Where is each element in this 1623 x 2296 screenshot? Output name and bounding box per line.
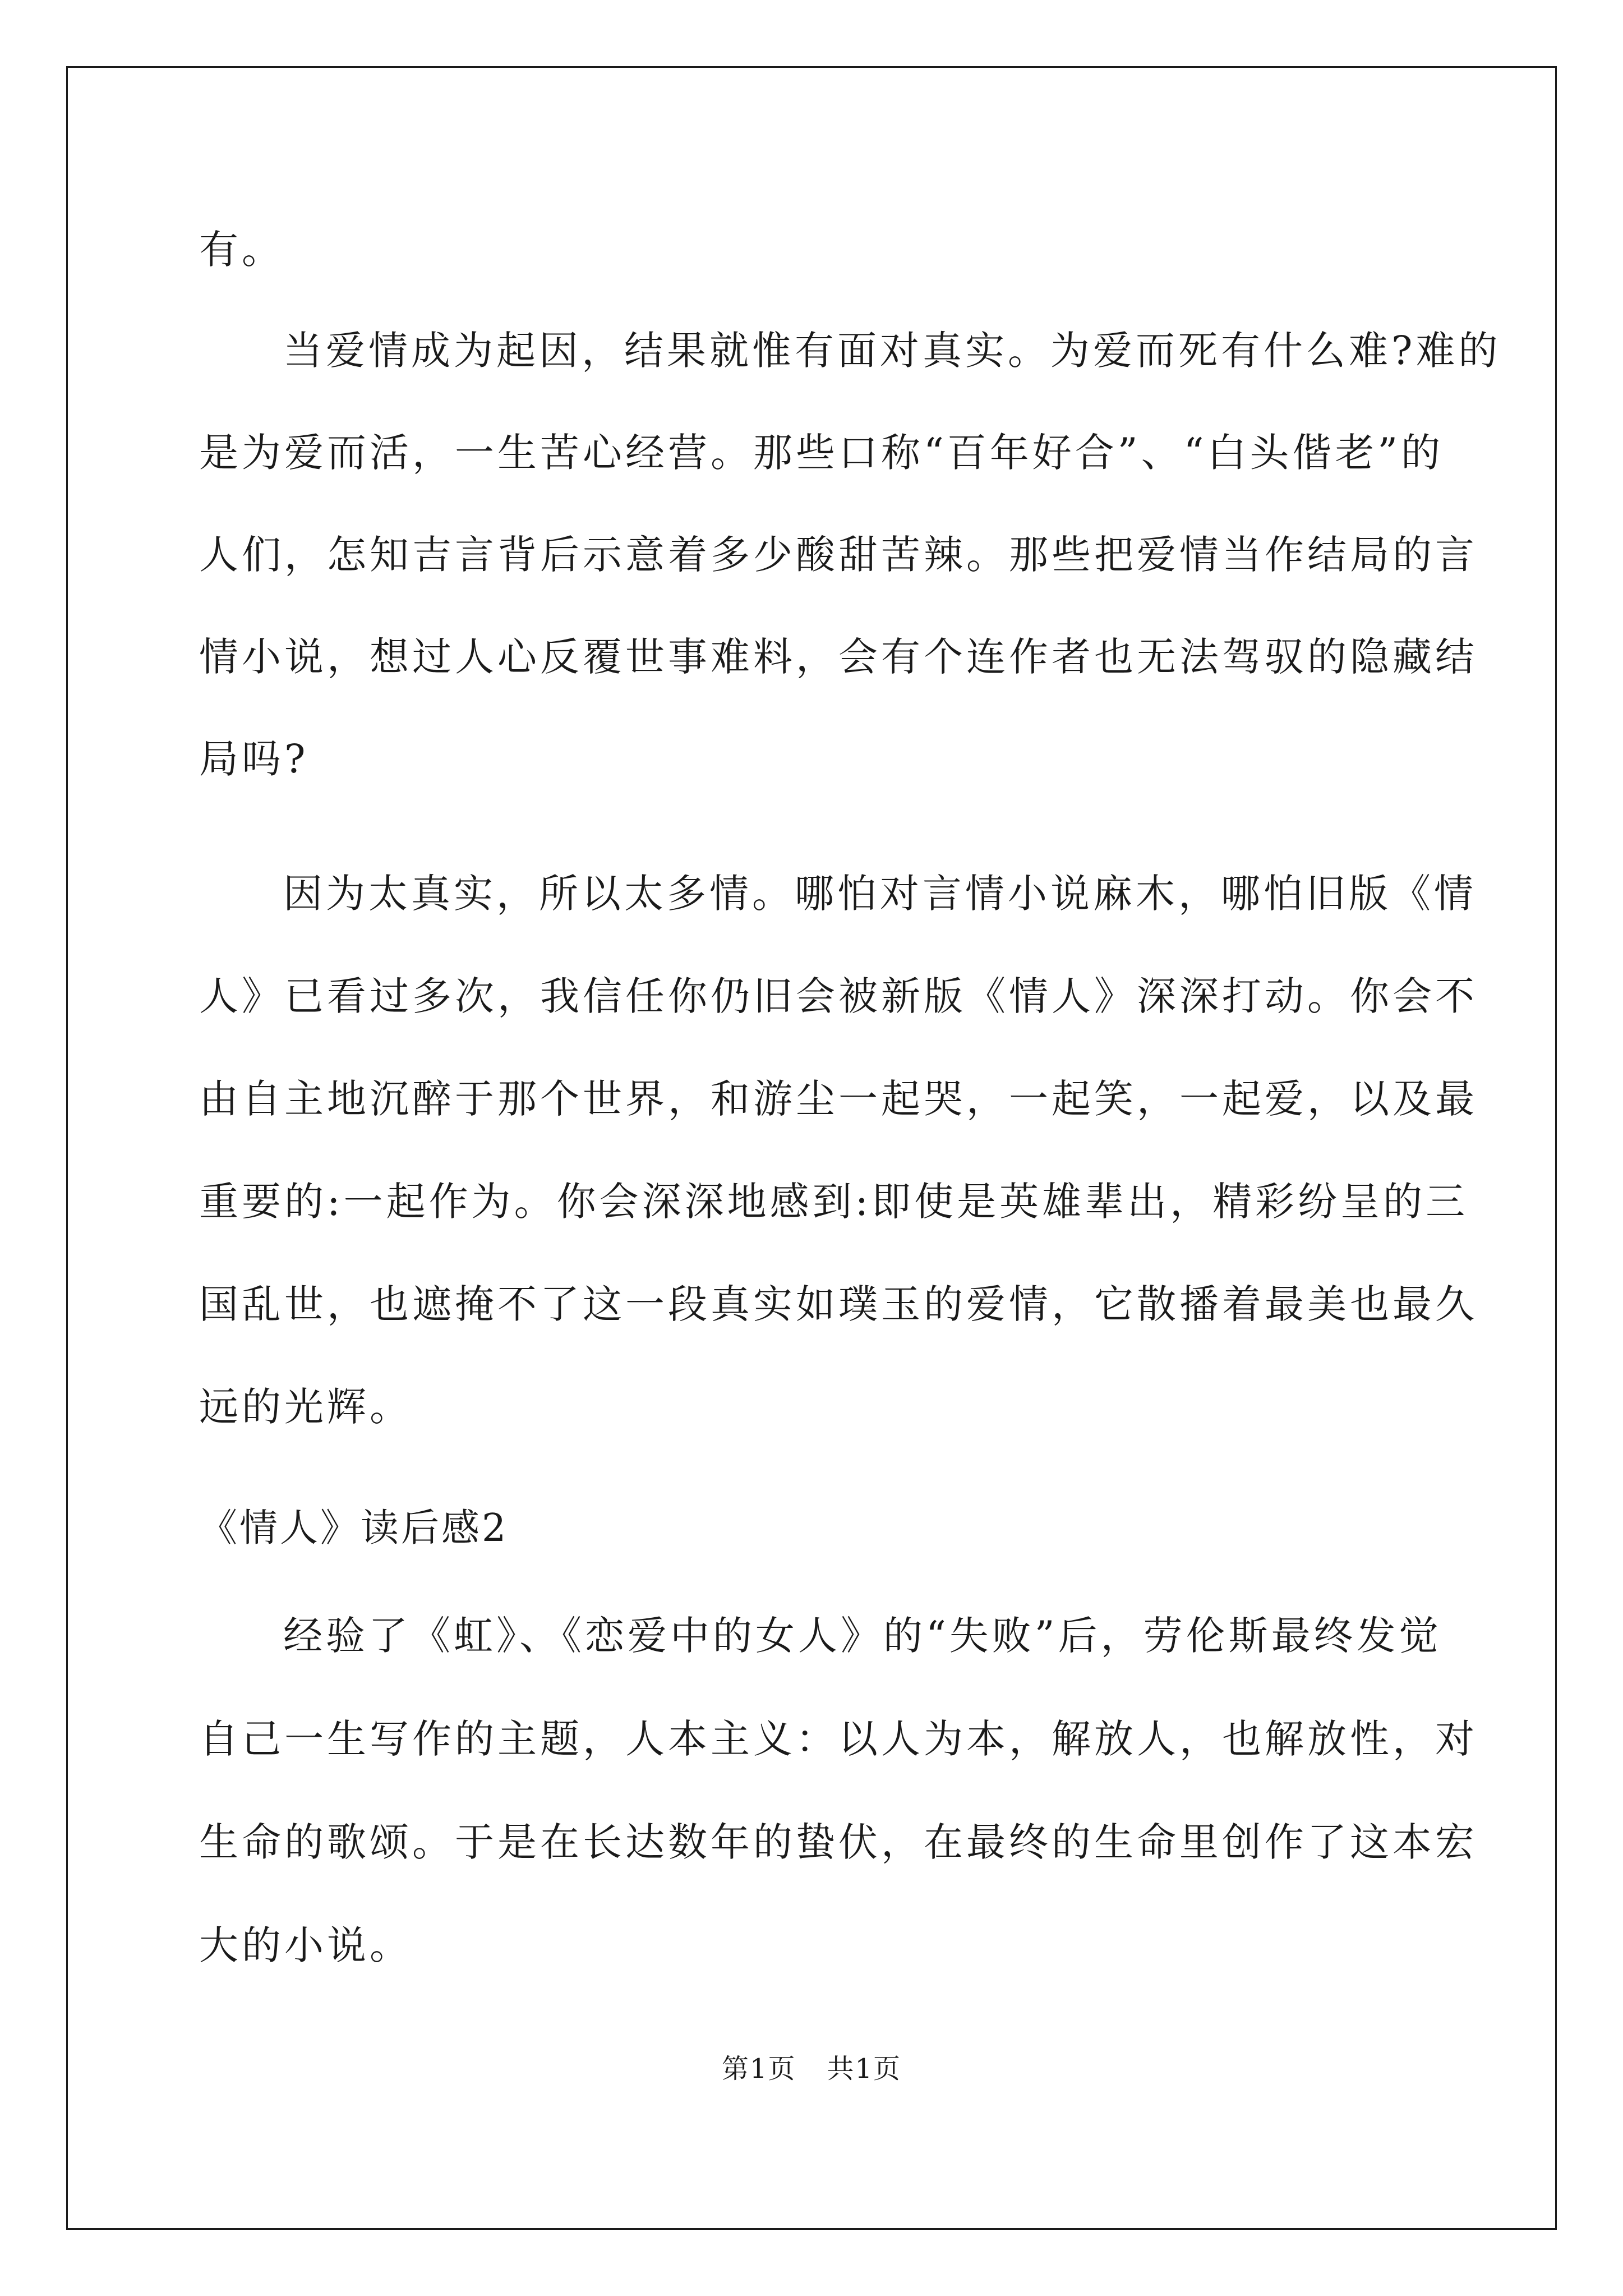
section-heading: 《情人》读后感2: [199, 1506, 509, 1550]
text-line: 人》已看过多次，我信任你仍旧会被新版《情人》深深打动。你会不: [199, 973, 1478, 1019]
page-number: 第1页: [721, 2053, 796, 2085]
text-line: 国乱世，也遮掩不了这一段真实如璞玉的爱情，它散播着最美也最久: [199, 1281, 1478, 1327]
text-line: 大的小说。: [199, 1922, 412, 1968]
text-line: 经验了《虹》、《恋爱中的女人》的“失败”后，劳伦斯最终发觉: [283, 1613, 1442, 1659]
text-line: 自己一生写作的主题，人本主义：以人为本，解放人，也解放性，对: [199, 1716, 1478, 1762]
text-line: 有。: [199, 227, 284, 273]
text-line: 因为太真实，所以太多情。哪怕对言情小说麻木，哪怕旧版《情: [283, 871, 1477, 917]
text-line: 由自主地沉醉于那个世界，和游尘一起哭，一起笑，一起爱，以及最: [199, 1076, 1478, 1122]
text-line: 人们，怎知吉言背后示意着多少酸甜苦辣。那些把爱情当作结局的言: [199, 532, 1478, 578]
page-border: [66, 66, 1557, 2230]
text-line: 当爱情成为起因，结果就惟有面对真实。为爱而死有什么难?难的: [283, 328, 1501, 374]
text-line: 远的光辉。: [199, 1384, 412, 1430]
text-line: 是为爱而活，一生苦心经营。那些口称“百年好合”、“白头偕老”的: [199, 430, 1444, 476]
text-line: 情小说，想过人心反覆世事难料，会有个连作者也无法驾驭的隐藏结: [199, 634, 1478, 680]
page-total: 共1页: [827, 2053, 902, 2085]
text-line: 局吗?: [199, 736, 309, 782]
text-line: 重要的:一起作为。你会深深地感到:即使是英雄辈出，精彩纷呈的三: [199, 1179, 1469, 1225]
text-line: 生命的歌颂。于是在长达数年的蛰伏，在最终的生命里创作了这本宏: [199, 1819, 1478, 1865]
page-footer: [0, 2052, 1623, 2086]
